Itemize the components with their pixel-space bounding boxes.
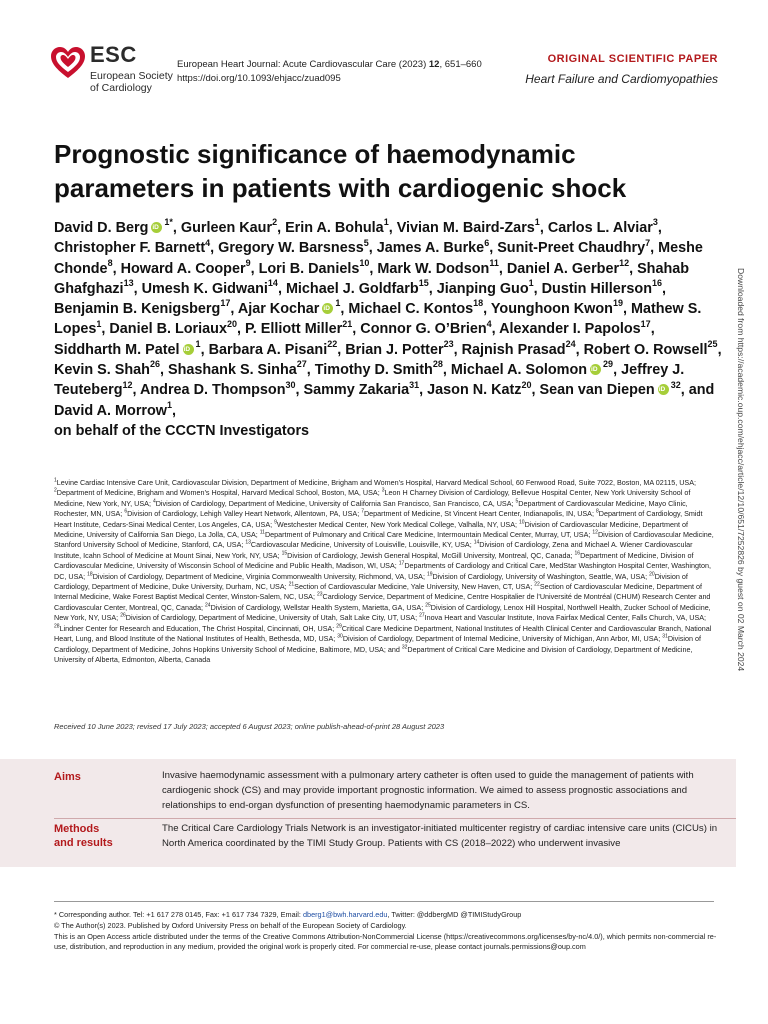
affiliation-number: 7 (361, 508, 364, 515)
author-affiliation-marker: 1 (383, 217, 389, 228)
author-affiliation-marker: 29 (603, 359, 614, 370)
author-affiliation-marker: 20 (521, 379, 532, 390)
author-affiliation-marker: 7 (645, 237, 651, 248)
author-affiliation-marker: 17 (640, 318, 651, 329)
author-affiliation-marker: 17 (220, 298, 231, 309)
author-name: Robert O. Rowsell (583, 341, 708, 358)
author-name: Michael J. Goldfarb (285, 280, 419, 297)
orcid-icon[interactable] (183, 344, 194, 355)
affiliation-number: 5 (515, 498, 519, 505)
affiliation-text: Inova Heart and Vascular Institute, Inova Fairfax Medical Center, Falls Church, VA, USA; (424, 613, 707, 623)
author-affiliation-marker: 19 (612, 298, 623, 309)
author-name: Barbara A. Pisani (208, 341, 328, 358)
affiliation-text: Department of Pulmonary and Critical Care Medicine, Intermountain Medical Center, Murray, UT, USA; (264, 530, 593, 540)
author-name: Lori B. Daniels (258, 260, 360, 277)
author-name: Siddharth M. Patel (54, 341, 180, 358)
author-affiliation-marker: 23 (443, 338, 454, 349)
affiliation-number: 11 (259, 529, 265, 536)
article-title: Prognostic significance of haemodynamic parameters in patients with cardiogenic shock (54, 139, 627, 203)
affiliation-text: Lindner Center for Research and Education, The Christ Hospital, Cincinnati, OH, USA; (59, 623, 337, 633)
affiliation-number: 15 (281, 550, 288, 557)
author-name: Dustin Hillerson (541, 280, 652, 297)
esc-logo-text: ESC (90, 42, 137, 67)
journal-citation: European Heart Journal: Acute Cardiovascular Care (2023) 12, 651–660 https://doi.org/10.1093/ehjacc/zuad095 (177, 59, 482, 84)
author-affiliation-marker: 12 (122, 379, 133, 390)
author-affiliation-marker: 1* (164, 217, 173, 228)
orcid-icon[interactable] (322, 303, 333, 314)
affiliation-number: 2 (54, 488, 57, 495)
doi-link[interactable]: https://doi.org/10.1093/ehjacc/zuad095 (177, 73, 341, 84)
author-affiliation-marker: 14 (267, 278, 278, 289)
author-affiliation-marker: 28 (432, 359, 443, 370)
affiliation-number: 12 (592, 529, 598, 536)
author-affiliation-marker: 2 (272, 217, 278, 228)
author-affiliation-marker: 31 (409, 379, 420, 390)
author-name: Michael A. Solomon (450, 362, 588, 379)
affiliation-text: Leon H Charney Division of Cardiology, Bellevue Hospital Center, New York University School of Medicine, New York, NY, USA; (54, 488, 691, 508)
author-affiliation-marker: 1 (528, 278, 534, 289)
author-affiliation-marker: 25 (707, 338, 718, 349)
author-affiliation-marker: 13 (123, 278, 134, 289)
affiliation-text: Department of Cardiovascular Medicine, Mayo Clinic, Rochester, MN, USA; (54, 498, 688, 519)
affiliation-number: 24 (205, 602, 211, 609)
author-name: James A. Burke (376, 240, 485, 257)
affiliation-number: 31 (662, 633, 668, 640)
affiliation-number: 23 (316, 592, 323, 599)
footnote: * Corresponding author. Tel: +1 617 278 0145, Fax: +1 617 734 7329, Email: dberg1@bwh.harvard.edu, Twitter: @ddbergMD @TIMIStudyGroup © The Author(s) 2023. Published by Oxford University Press on behalf of the European Society of Cardiology. This is an Open Access article distributed under the terms of the Creative Commons Attribution-NonCommercial License (https://creativecommons.org/licenses/by-nc/4.0/), which permits non-commercial re-use, distribution, and reproduction in any medium, provided the original work is properly cited. For commercial re-use, please contact journals.permissions@oup.com (54, 910, 717, 952)
on-behalf-line: on behalf of the CCCTN Investigators (54, 422, 310, 439)
affiliation-text: Division of Cardiology, Department of Internal Medicine, University of Michigan, Ann Arbor, MI, USA; (342, 634, 663, 644)
author-affiliation-marker: 21 (342, 318, 353, 329)
affiliation-number: 17 (398, 560, 405, 567)
author-affiliation-marker: 20 (226, 318, 237, 329)
author-affiliation-marker: 1 (335, 298, 341, 309)
author-affiliation-marker: 32 (670, 379, 681, 390)
author-name: Shahab Ghafghazi (54, 260, 690, 297)
affiliation-text: Division of Cardiology, Department of Medicine, Duke University, Durham, NC, USA; (54, 571, 688, 592)
affiliation-text: Department of Cardiology, Smidt Heart Institute, Cedars-Sinai Medical Center, Los Angeles, CA, USA; (54, 509, 703, 529)
author-name: Jianping Guo (436, 280, 529, 297)
affiliation-number: 13 (245, 540, 251, 547)
author-name: P. Elliott Miller (244, 321, 343, 338)
aims-text: Invasive haemodynamic assessment with a pulmonary artery catheter is often used to guide the management of patients with cardiogenic shock (CS) and may provide important prognostic information. We aimed to assess prognostic associations and relationships to end-organ dysfunction of presenting haemodynamic parameters in CS. (162, 770, 694, 811)
affiliation-text: Division of Cardiology, Wellstar Health System, Marietta, GA, USA; (210, 602, 426, 612)
author-name: Shashank S. Sinha (167, 362, 297, 379)
author-name: Ajar Kochar (237, 301, 320, 318)
affiliation-text: Division of Cardiovascular Medicine, Stanford University School of Medicine, Stanford, CA, USA; (54, 530, 714, 550)
affiliation-number: 16 (574, 550, 581, 557)
author-name: Kevin S. Shah (54, 362, 150, 379)
author-name: Alexander I. Papolos (499, 321, 641, 338)
affiliation-number: 21 (288, 581, 295, 588)
affiliation-text: Section of Cardiovascular Medicine, Yale University, New Haven, CT, USA; (294, 582, 535, 592)
author-name: Gurleen Kaur (180, 220, 273, 236)
affiliation-text: Department of Critical Care Medicine and Division of Cardiology, Department of Medicine, University of Alberta, Edmonton, Alberta, Canada (54, 644, 693, 664)
author-name: Erin A. Bohula (285, 220, 384, 236)
affiliation-number: 10 (519, 519, 525, 526)
affiliation-number: 9 (274, 519, 277, 526)
author-name: Timothy D. Smith (314, 362, 433, 379)
author-name: David D. Berg (54, 220, 149, 236)
author-affiliation-marker: 4 (205, 237, 211, 248)
author-affiliation-marker: 12 (619, 257, 630, 268)
affiliation-text: Departments of Cardiology and Critical Care, MedStar Washington Hospital Center, Washington, DC, USA; (54, 561, 711, 581)
author-affiliation-marker: 27 (296, 359, 307, 370)
author-name: Benjamin B. Kenigsberg (54, 301, 221, 318)
article-dates: Received 10 June 2023; revised 17 July 2023; accepted 6 August 2023; online publish-ahead-of-print 28 August 2023 (54, 722, 445, 731)
author-name: Jeffrey J. Teuteberg (54, 362, 685, 399)
affiliation-text: Division of Cardiology, Department of Medicine, Virginia Commonwealth University, Richmond, VA, USA; (92, 571, 427, 581)
download-stamp: Downloaded from https://academic.oup.com/ehjacc/article/12/10/651/7252826 by guest on 02 March 2024 (736, 268, 746, 672)
author-affiliation-marker: 15 (418, 278, 429, 289)
author-name: Christopher F. Barnett (54, 240, 206, 257)
author-name: Jason N. Katz (427, 382, 522, 399)
author-list: David D. BergiD $^{1*}$, Gurleen Kaur$^2$, Erin A. Bohula$^1$, Vivian M. Baird-Zars$^1$, Carlos L. Alviar$^3$, Christopher F. Barnett$^4$, Gregory W. Barsness$^5$, James A. Burke$^6$, Sunit-Preet Chaudhry$^7$, Meshe Chonde$^8$, Howard A. Cooper$^9$, Lori B. Daniels$^{10}$, Mark W. Dodson$^{11}$, Daniel A. Gerber$^{12}$, Shahab Ghafghazi$^{13}$, Umesh K. Gidwani$^{14}$, Michael J. Goldfarb$^{15}$, Jianping Guo$^1$, Dustin Hillerson$^{16}$, Benjamin B. Kenigsberg$^{17}$, Ajar KochariD $^1$, Michael C. Kontos$^{18}$, Younghoon Kwon$^{19}$, Mathew S. Lopes$^1$, Daniel B. Loriaux$^{20}$, P. Elliott Miller$^{21}$, Connor G. O’Brien$^4$, Alexander I. Papolos$^{17}$, Siddharth M. PateliD $^1$, Barbara A. Pisani$^{22}$, Brian J. Potter$^{23}$, Rajnish Prasad$^{24}$, Robert O. Rowsell$^{25}$, Kevin S. Shah$^{26}$, Shashank S. Sinha$^{27}$, Timothy D. Smith$^{28}$, Michael A. SolomoniD $^{29}$, Jeffrey J. Teuteberg$^{12}$, Andrea D. Thompson$^{30}$, Sammy Zakaria$^{31}$, Jason N. Katz$^{20}$, Sean van DiepeniD $^{32}$, and David A. Morrow$^1$, on behalf of the CCCTN Investigators (54, 218, 724, 441)
author-name: Vivian M. Baird-Zars (396, 220, 535, 236)
affiliation-number: 25 (425, 602, 431, 609)
affiliation-text: Division of Cardiology, Department of Medicine, Johns Hopkins University School of Medicine, Baltimore, MD, USA; and (54, 634, 702, 654)
affiliation-text: Division of Cardiology, Department of Medicine, University of Utah, Salt Lake City, UT, USA; (125, 613, 420, 623)
affiliation-number: 3 (381, 488, 385, 495)
affiliation-text: Division of Cardiology, Lenox Hill Hospital, Northwell Health, Zucker School of Medicine, New York, NY, USA; (54, 602, 711, 623)
affiliation-text: Division of Cardiology, Zena and Michael A. Wiener Cardiovascular Institute, Icahn School of Medicine at Mount Sinai, New York, NY, USA; (54, 540, 693, 560)
author-affiliation-marker: 1 (167, 399, 173, 410)
author-name: Umesh K. Gidwani (141, 280, 268, 297)
orcid-icon[interactable] (658, 384, 669, 395)
author-affiliation-marker: 18 (473, 298, 484, 309)
author-affiliation-marker: 16 (652, 278, 663, 289)
author-affiliation-marker: 11 (489, 257, 499, 268)
author-name: Andrea D. Thompson (139, 382, 286, 399)
affiliations (54, 478, 714, 665)
affiliation-number: 18 (87, 571, 93, 578)
affiliation-text: Division of Cardiovascular Medicine, Department of Medicine, University of California San Diego, La Jolla, CA, USA; (54, 519, 688, 540)
orcid-icon[interactable] (151, 222, 162, 233)
author-affiliation-marker: 9 (245, 257, 251, 268)
author-name: Sean van Diepen (539, 382, 655, 399)
aims-label: Aims (54, 771, 81, 783)
author-name: Mark W. Dodson (377, 260, 490, 277)
author-name: Connor G. O’Brien (360, 321, 487, 338)
author-affiliation-marker: 4 (486, 318, 492, 329)
author-affiliation-marker: 26 (149, 359, 160, 370)
author-name: David A. Morrow (54, 402, 168, 419)
affiliation-text: Division of Cardiology, Lehigh Valley Heart Network, Allentown, PA, USA; (127, 509, 362, 519)
author-name: Michael C. Kontos (348, 301, 474, 318)
author-affiliation-marker: 1 (96, 318, 102, 329)
footnote-rule (54, 901, 714, 902)
author-name: Rajnish Prasad (461, 341, 566, 358)
affiliation-text: Division of Cardiology, Jewish General Hospital, McGill University, Montreal, QC, Canada; (287, 550, 575, 560)
author-affiliation-marker: 3 (652, 217, 658, 228)
affiliation-number: 19 (426, 571, 433, 578)
paper-type-label: ORIGINAL SCIENTIFIC PAPER (547, 53, 718, 65)
author-name: Younghoon Kwon (490, 301, 613, 318)
author-affiliation-marker: 8 (107, 257, 113, 268)
paper-category: Heart Failure and Cardiomyopathies (525, 72, 718, 86)
affiliation-number: 27 (419, 612, 425, 619)
affiliation-number: 29 (336, 623, 342, 630)
affiliation-text: Westchester Medical Center, New York Medical College, Valhalla, NY, USA; (276, 519, 519, 529)
author-affiliation-marker: 30 (285, 379, 296, 390)
author-name: Meshe Chonde (54, 240, 703, 277)
author-name: Daniel B. Loriaux (109, 321, 227, 338)
author-affiliation-marker: 6 (484, 237, 490, 248)
affiliation-text: Department of Medicine, St Vincent Heart Center, Indianapolis, IN, USA; (363, 509, 596, 519)
author-name: Gregory W. Barsness (218, 240, 364, 257)
affiliation-number: 22 (534, 581, 540, 588)
author-affiliation-marker: 22 (327, 338, 338, 349)
affiliation-text: Department of Medicine, Brigham and Women’s Hospital, Harvard Medical School, Boston, MA, USA; (56, 488, 382, 498)
affiliation-number: 1 (54, 477, 57, 484)
orcid-icon[interactable] (590, 364, 601, 375)
affiliation-text: Department of Medicine, Division of Cardiovascular Medicine, University of Wisconsin School of Medicine and Public Health, Madison, WI, USA; (54, 550, 694, 571)
author-affiliation-marker: 10 (359, 257, 370, 268)
affiliation-number: 8 (595, 508, 599, 515)
author-name: Sunit-Preet Chaudhry (497, 240, 646, 257)
author-name: Brian J. Potter (345, 341, 444, 358)
esc-heart-logo-icon (50, 46, 86, 80)
affiliation-text: Division of Cardiology, University of Washington, Seattle, WA, USA; (432, 571, 650, 581)
author-affiliation-marker: 5 (363, 237, 369, 248)
author-affiliation-marker: 1 (534, 217, 540, 228)
author-affiliation-marker: 24 (565, 338, 576, 349)
abstract-divider (54, 818, 736, 819)
affiliation-text: Cardiovascular Medicine, University of Louisville, Louisville, KY, USA; (250, 540, 474, 550)
author-name: Carlos L. Alviar (547, 220, 653, 236)
affiliation-number: 32 (401, 644, 408, 651)
affiliation-number: 20 (649, 571, 655, 578)
author-name: Daniel A. Gerber (506, 260, 620, 277)
author-name: Howard A. Cooper (120, 260, 246, 277)
affiliation-text: Section of Cardiovascular Medicine, Department of Internal Medicine, Wake Forest Baptist Medical Center, Winston-Salem, NC, USA; (54, 582, 703, 602)
affiliation-number: 6 (124, 508, 128, 515)
author-name: Sammy Zakaria (303, 382, 410, 399)
affiliation-number: 28 (54, 623, 60, 630)
affiliation-number: 4 (152, 498, 156, 505)
affiliation-text: Critical Care Medicine Department, National Institutes of Health Clinical Center and Cardiovascular Branch, National Heart, Lung, and Blood Institute of the National Institutes of Health, Bethesda, MD, USA; (54, 623, 712, 644)
esc-logo-subtitle: European Society of Cardiology (90, 70, 173, 94)
affiliation-text: Cardiology Service, Department of Medicine, Centre Hospitalier de l’Université de Montréal (CHUM) Research Center and Cardiovascular Center, Montreal, QC, Canada; (54, 592, 711, 612)
author-affiliation-marker: 1 (195, 338, 201, 349)
affiliation-text: Division of Cardiology, Department of Medicine, University of California San Francisco, San Francisco, CA, USA; (155, 498, 516, 508)
affiliation-text: Levine Cardiac Intensive Care Unit, Cardiovascular Division, Department of Medicine, Brigham and Women’s Hospital, Harvard Medical School, 60 Fenwood Road, Suite 7022, Boston, MA 02115, USA; (56, 478, 696, 487)
affiliation-number: 26 (120, 612, 126, 619)
email-link[interactable]: dberg1@bwh.harvard.edu (302, 910, 388, 919)
methods-text: The Critical Care Cardiology Trials Network is an investigator-initiated multicenter registry of cardiac intensive care units (CICUs) in North America coordinated by the TIMI Study Group. Patients with CS (2018–2022) who underwent invasive (162, 823, 718, 849)
methods-label: Methods and results (54, 823, 113, 849)
author-name: Mathew S. Lopes (54, 301, 702, 338)
affiliation-number: 14 (473, 540, 480, 547)
affiliation-number: 30 (337, 633, 343, 640)
